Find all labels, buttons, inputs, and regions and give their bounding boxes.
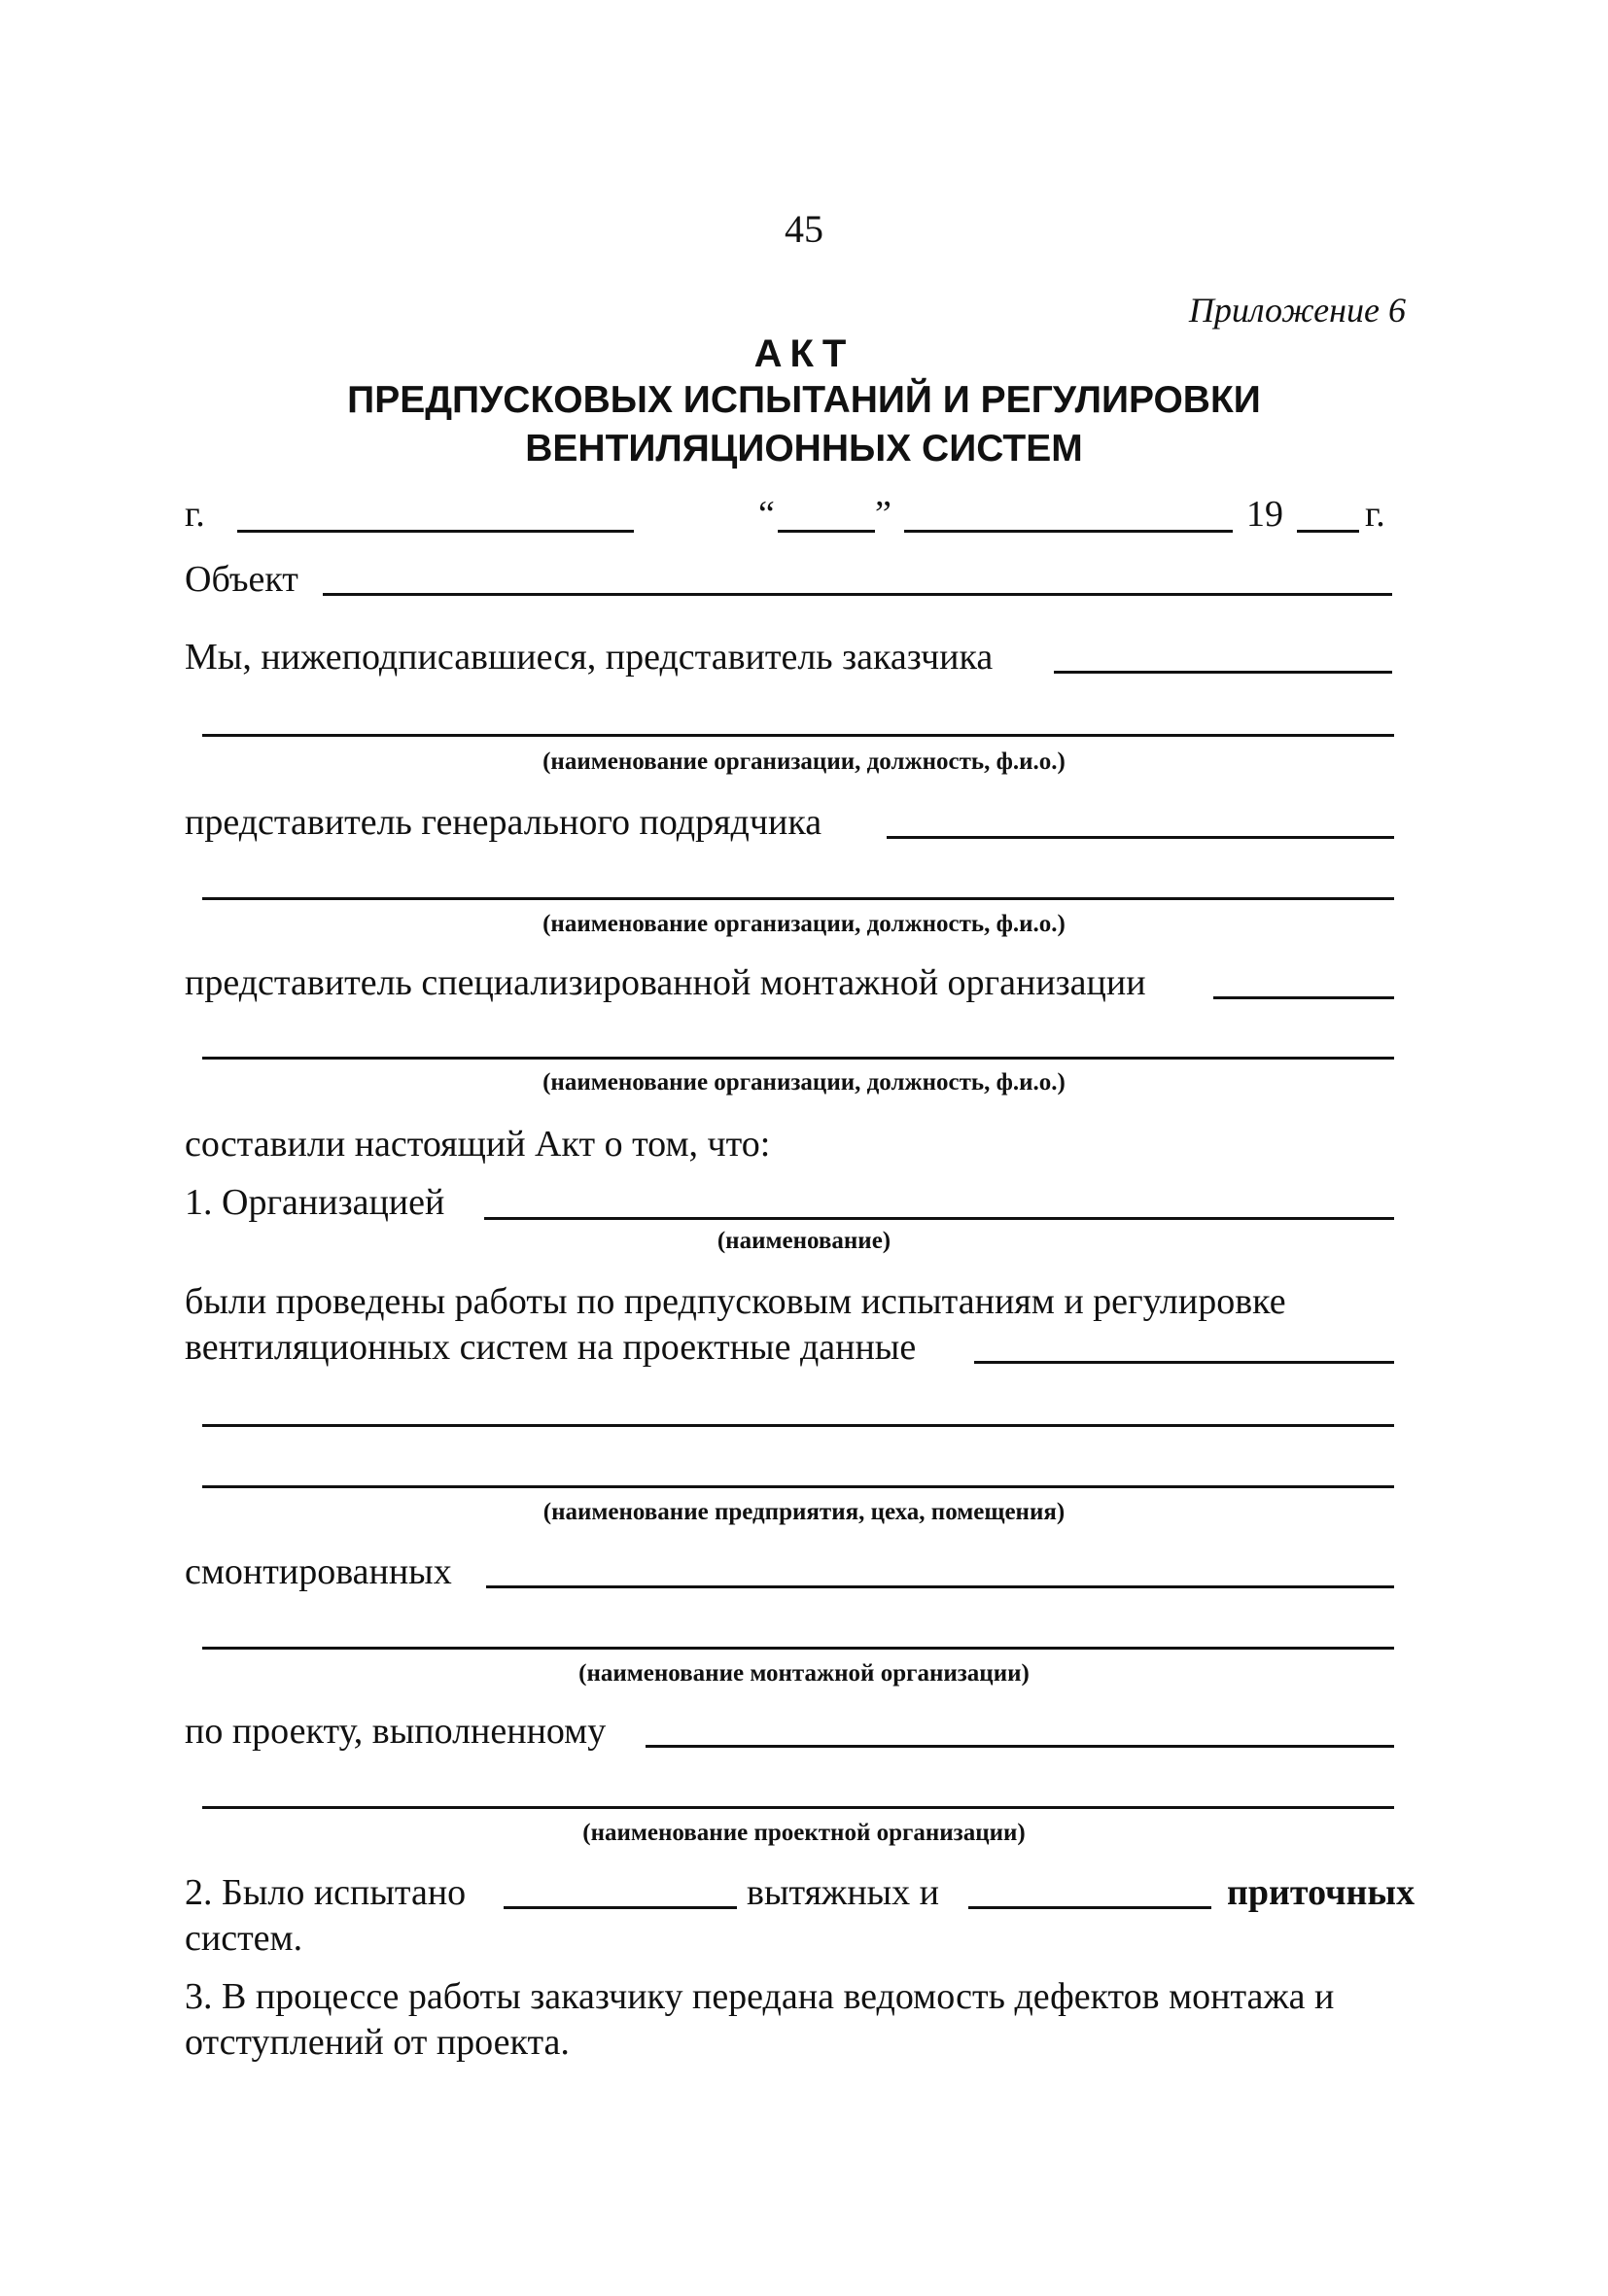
enterprise-caption: (наименование предприятия, цеха, помещения) xyxy=(542,1499,1066,1525)
city-label: г. xyxy=(185,494,205,535)
exhaust-label: вытяжных и xyxy=(747,1872,940,1913)
quote-close: ” xyxy=(875,494,891,535)
systems-label: систем. xyxy=(185,1918,303,1959)
supply-count-field[interactable] xyxy=(968,1906,1211,1909)
works-text-2: вентиляционных систем на проектные данные xyxy=(185,1327,917,1368)
day-field[interactable] xyxy=(778,530,875,533)
item3-text-1: 3. В процессе работы заказчику передана ведомость дефектов монтажа и xyxy=(185,1976,1335,2017)
supply-label: приточных xyxy=(1227,1872,1416,1913)
mounted-label: смонтированных xyxy=(185,1551,452,1592)
quote-open: “ xyxy=(758,494,775,535)
design-field[interactable] xyxy=(646,1745,1394,1748)
general-contractor-field-2[interactable] xyxy=(202,897,1394,900)
general-contractor-label: представитель генерального подрядчика xyxy=(185,802,822,843)
item2-label: 2. Было испытано xyxy=(185,1872,467,1913)
organization-caption: (наименование) xyxy=(717,1228,891,1254)
mounting-org-caption: (наименование монтажной организации) xyxy=(578,1660,1030,1687)
general-contractor-caption: (наименование организации, должность, ф.и.о.) xyxy=(542,911,1066,937)
special-org-field-2[interactable] xyxy=(202,1057,1394,1060)
customer-rep-label: Мы, нижеподписавшиеся, представитель заказчика xyxy=(185,637,994,678)
exhaust-count-field[interactable] xyxy=(504,1906,737,1909)
mounted-field[interactable] xyxy=(486,1585,1394,1588)
item3-text-2: отступлений от проекта. xyxy=(185,2022,570,2063)
year-field[interactable] xyxy=(1297,530,1359,533)
design-field-2[interactable] xyxy=(202,1806,1394,1809)
object-field[interactable] xyxy=(323,593,1392,596)
project-data-field[interactable] xyxy=(974,1361,1394,1364)
month-field[interactable] xyxy=(904,530,1233,533)
page-number: 45 xyxy=(785,207,823,251)
special-org-caption: (наименование организации, должность, ф.и.о.) xyxy=(542,1069,1066,1096)
act-title: АКТ xyxy=(753,332,855,375)
project-data-field-2[interactable] xyxy=(202,1424,1394,1427)
mounted-field-2[interactable] xyxy=(202,1647,1394,1650)
organization-field[interactable] xyxy=(484,1217,1394,1220)
customer-rep-caption: (наименование организации, должность, ф.и.о.) xyxy=(542,748,1066,775)
act-subtitle-1: ПРЕДПУСКОВЫХ ИСПЫТАНИЙ И РЕГУЛИРОВКИ xyxy=(347,379,1261,421)
compiled-statement: составили настоящий Акт о том, что: xyxy=(185,1124,771,1165)
year-prefix: 19 xyxy=(1246,494,1283,535)
customer-rep-field[interactable] xyxy=(1054,671,1392,674)
act-subtitle-2: ВЕНТИЛЯЦИОННЫХ СИСТЕМ xyxy=(525,428,1083,470)
customer-rep-field-2[interactable] xyxy=(202,734,1394,737)
project-data-field-3[interactable] xyxy=(202,1485,1394,1488)
general-contractor-field[interactable] xyxy=(887,836,1394,839)
works-text-1: были проведены работы по предпусковым испытаниям и регулировке xyxy=(185,1281,1286,1322)
special-org-field[interactable] xyxy=(1213,996,1394,999)
design-label: по проекту, выполненному xyxy=(185,1711,607,1752)
special-org-label: представитель специализированной монтажной организации xyxy=(185,962,1146,1003)
appendix-label: Приложение 6 xyxy=(1188,291,1406,330)
design-org-caption: (наименование проектной организации) xyxy=(582,1820,1026,1846)
object-label: Объект xyxy=(185,559,298,600)
item1-label: 1. Организацией xyxy=(185,1182,445,1223)
city-field[interactable] xyxy=(237,530,634,533)
year-suffix: г. xyxy=(1365,494,1385,535)
